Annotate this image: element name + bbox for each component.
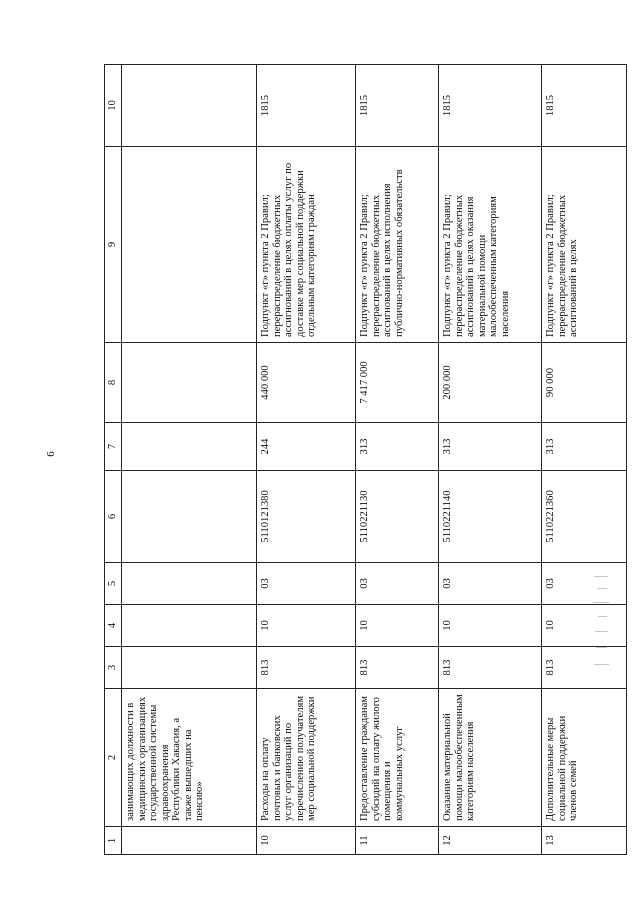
table-row	[542, 65, 627, 855]
table-row	[122, 65, 257, 855]
table-cell: Предоставление гражданам субсидий на оплату жилого помещения и коммунальных услуг	[356, 689, 439, 827]
table-row	[257, 65, 356, 855]
table-cell: 10	[257, 827, 356, 855]
table-cell: 5110121380	[257, 471, 356, 563]
table-cell: 1815	[356, 65, 439, 147]
table-cell: 5110221360	[542, 471, 627, 563]
table-cell: 03	[542, 563, 627, 605]
table-cell	[122, 65, 257, 147]
table-cell	[122, 147, 257, 343]
table-cell: 10	[542, 605, 627, 647]
table-cell: Подпункт «г» пункта 2 Правил; перераспределение бюджетных ассигнований в целях	[542, 147, 627, 343]
table-cell: 03	[356, 563, 439, 605]
header-cell: 4	[105, 605, 122, 647]
table-cell: 10	[257, 605, 356, 647]
table-cell: 11	[356, 827, 439, 855]
table-cell: 1815	[439, 65, 542, 147]
table-body	[105, 65, 627, 855]
table-cell: 813	[542, 647, 627, 689]
table-cell: 440 000	[257, 343, 356, 423]
table-cell	[122, 563, 257, 605]
table-cell: 10	[356, 605, 439, 647]
table-cell: Дополнительные меры социальной поддержки членов семей	[542, 689, 627, 827]
table-row	[439, 65, 542, 855]
table-cell: Подпункт «г» пункта 2 Правил; перераспределение бюджетных ассигнований в целях оказания материальной помощи малообеспеченным категориям населения	[439, 147, 542, 343]
table-cell: Оказание материальной помощи малообеспеченным категориям населения	[439, 689, 542, 827]
table-cell: 313	[542, 423, 627, 471]
table-cell: 813	[439, 647, 542, 689]
header-cell: 3	[105, 647, 122, 689]
header-cell: 7	[105, 423, 122, 471]
table-cell	[122, 423, 257, 471]
table-cell	[122, 647, 257, 689]
table-cell: 10	[439, 605, 542, 647]
budget-table	[104, 64, 627, 855]
table-cell: Подпункт «г» пункта 2 Правил; перераспределение бюджетных ассигнований в целях исполнения публично-нормативных обязательств	[356, 147, 439, 343]
header-row	[105, 65, 122, 855]
table-cell: 7 417 000	[356, 343, 439, 423]
table-cell	[122, 471, 257, 563]
table-cell: Подпункт «г» пункта 2 Правил; перераспределение бюджетных ассигнований в целях оплаты услуг по доставке мер социальной поддержки отдельным категориям граждан	[257, 147, 356, 343]
table-cell: 13	[542, 827, 627, 855]
table-cell: 12	[439, 827, 542, 855]
table-cell: 5110221140	[439, 471, 542, 563]
header-cell: 8	[105, 343, 122, 423]
table-cell: 313	[356, 423, 439, 471]
table-cell: 1815	[542, 65, 627, 147]
header-cell: 1	[105, 827, 122, 855]
table-cell: 1815	[257, 65, 356, 147]
table-cell	[122, 343, 257, 423]
page-number: 6	[45, 451, 57, 457]
table-cell: 03	[439, 563, 542, 605]
header-cell: 9	[105, 147, 122, 343]
header-cell: 6	[105, 471, 122, 563]
header-cell: 2	[105, 689, 122, 827]
header-cell: 5	[105, 563, 122, 605]
table-row	[356, 65, 439, 855]
rotated-table-wrapper	[104, 65, 594, 855]
table-cell: 200 000	[439, 343, 542, 423]
table-cell: Расходы на оплату почтовых и банковских услуг организаций по перечислению получателям мер социальной поддержки	[257, 689, 356, 827]
table-cell: 5110221130	[356, 471, 439, 563]
table-cell: 813	[257, 647, 356, 689]
table-cell: 03	[257, 563, 356, 605]
table-cell: 244	[257, 423, 356, 471]
table-cell: занимающих должности в медицинских организациях государственной системы здравоохранения Республики Хакасия, а также вышедших на пенсию»	[122, 689, 257, 827]
table-cell	[122, 605, 257, 647]
table-cell: 813	[356, 647, 439, 689]
table-cell: 313	[439, 423, 542, 471]
table-cell: 90 000	[542, 343, 627, 423]
scan-artifact	[592, 568, 614, 678]
header-cell: 10	[105, 65, 122, 147]
table-cell	[122, 827, 257, 855]
